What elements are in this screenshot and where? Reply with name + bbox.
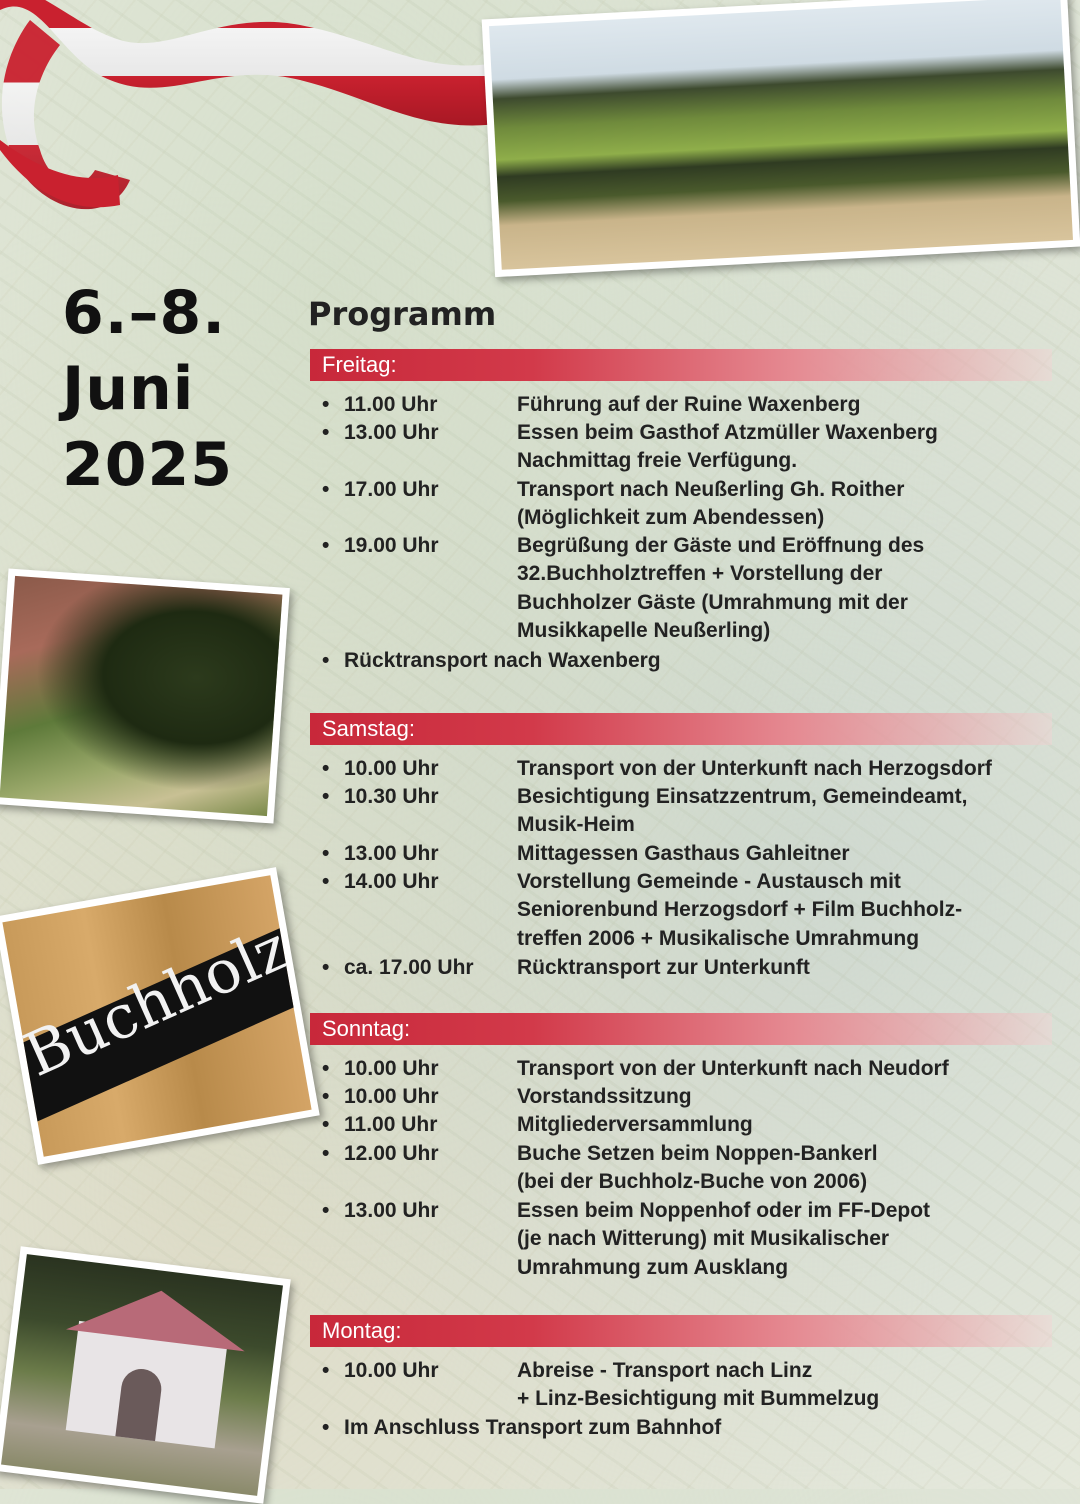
buchholz-sign-photo <box>0 867 320 1165</box>
day-label: Freitag: <box>322 352 397 377</box>
date-year: 2025 <box>62 430 233 500</box>
forest-path-photo <box>0 568 290 823</box>
landscape-photo <box>482 0 1080 277</box>
event-date <box>62 275 233 503</box>
austria-flag-ribbon <box>0 0 560 240</box>
day-label: Sonntag: <box>322 1016 411 1041</box>
day-header-freitag <box>310 349 1052 381</box>
date-month: Juni <box>62 354 195 424</box>
buchholz-sign-text: Buchholz <box>14 912 300 1091</box>
day-header-montag <box>310 1315 1052 1347</box>
day-label: Samstag: <box>322 716 415 741</box>
date-range: 6.–8. <box>62 278 227 348</box>
day-label: Montag: <box>322 1318 402 1343</box>
page-title: Programm <box>308 295 497 333</box>
day-header-sonntag <box>310 1013 1052 1045</box>
chapel-photo <box>0 1246 291 1503</box>
day-header-samstag <box>310 713 1052 745</box>
